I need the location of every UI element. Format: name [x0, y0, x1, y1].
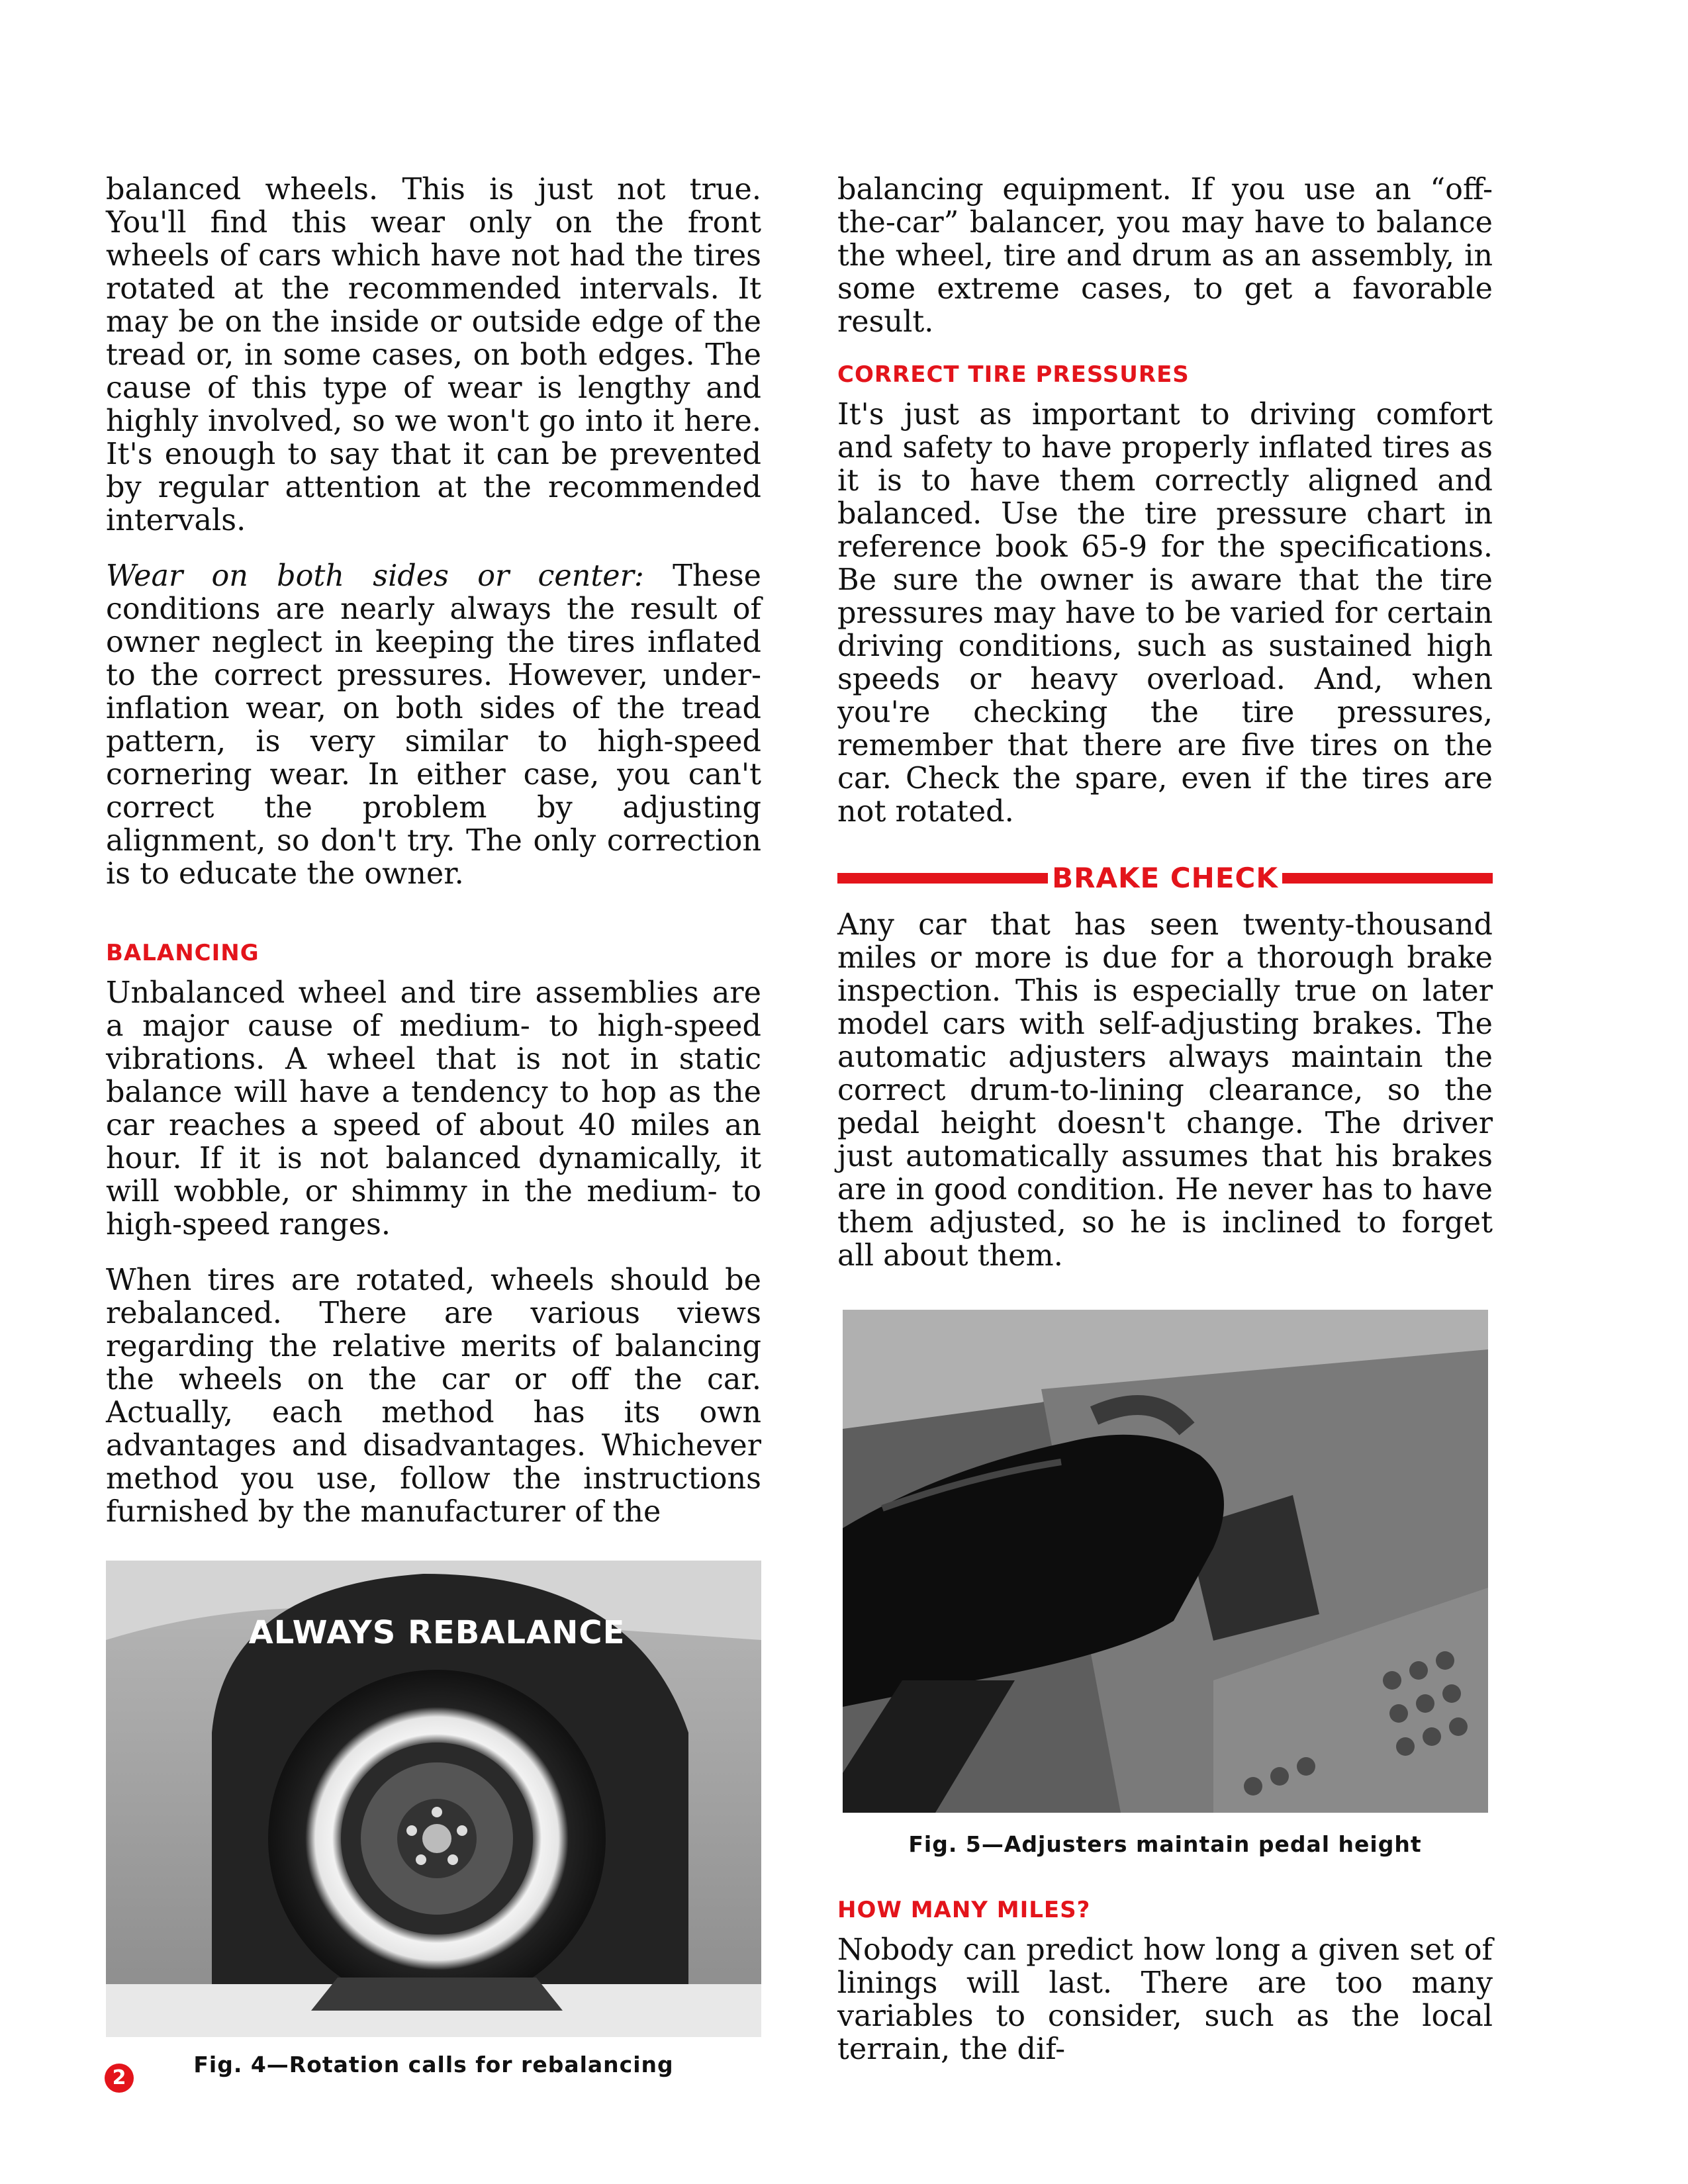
- right-column: [837, 173, 1493, 2089]
- figure-4-caption: Fig. 4—Rotation calls for rebalancing: [193, 2052, 674, 2077]
- section-heading-pressures: CORRECT TIRE PRESSURES: [837, 361, 1190, 388]
- section-heading-balancing: BALANCING: [106, 940, 259, 966]
- pedal-photo-illustration: [843, 1310, 1488, 1813]
- paragraph: balancing equipment. If you use an “off-the-car” balancer, you may have to balance the wheel, tire and drum as an assembly, in some extreme cases, to get a favorable result.: [837, 173, 1493, 339]
- section-heading-miles: HOW MANY MILES?: [837, 1897, 1091, 1923]
- paragraph: Unbalanced wheel and tire assemblies are a major cause of medium- to high-speed vibrations. A wheel that is not in static balance will have a tendency to hop as the car reaches a speed of about 40 miles an hour. If it is not balanced dynamically, it will wobble, or shimmy in the medium- to high-speed ranges.: [106, 976, 761, 1242]
- wheel-photo-illustration: [106, 1561, 761, 2037]
- paragraph: balanced wheels. This is just not true. You'll find this wear only on the front wheels of cars which have not had the tires rotated at the recommended intervals. It may be on the inside or outside edge of the tread or, in some cases, on both edges. The cause of this type of wear is lengthy and highly involved, so we won't go into it here. It's enough to say that it can be prevented by regular attention at the recommended intervals.: [106, 173, 761, 537]
- paragraph: It's just as important to driving comfort and safety to have properly inflated tires as it is to have them correctly aligned and balanced. Use the tire pressure chart in reference book 65-9 for the specifications. Be sure the owner is aware that the tire pressures may have to be varied for certain driving conditions, such as sustained high speeds or heavy overload. And, when you're checking the tire pressures, remember that there are five tires on the car. Check the spare, even if the tires are not rotated.: [837, 398, 1493, 829]
- left-column: [106, 173, 761, 2077]
- section-heading-brake: BRAKE CHECK: [1052, 862, 1278, 894]
- paragraph: Nobody can predict how long a given set of linings will last. There are too many variables to consider, such as the local terrain, the dif-: [837, 1933, 1493, 2066]
- figure-4-photo: [106, 1561, 761, 2037]
- red-rule: [1282, 873, 1493, 884]
- figure-5-caption: Fig. 5—Adjusters maintain pedal height: [908, 1831, 1422, 1857]
- figure-4-sign-text: ALWAYS REBALANCE: [248, 1614, 626, 1651]
- paragraph: Any car that has seen twenty-thousand miles or more is due for a thorough brake inspection. This is especially true on later model cars with self-adjusting brakes. The automatic adjusters always maintain the correct drum-to-lining clearance, so the pedal height doesn't change. The driver just automatically assumes that his brakes are in good condition. He never has to have them adjusted, so he is inclined to forget all about them.: [837, 908, 1493, 1273]
- figure-5-photo: [843, 1310, 1488, 1813]
- red-rule: [837, 873, 1048, 884]
- paragraph-lead: Wear on both sides or center:: [106, 559, 644, 593]
- paragraph: When tires are rotated, wheels should be rebalanced. There are various views regarding the relative merits of balancing the wheels on the car or off the car. Actually, each method has its own advantages and disadvantages. Whichever method you use, follow the instructions furnished by the manufacturer of the: [106, 1263, 761, 1529]
- paragraph-body: These conditions are nearly always the result of owner neglect in keeping the tires inflated to the correct pressures. However, under-inflation wear, on both sides of the tread pattern, is very similar to high-speed cornering wear. In either case, you can't correct the problem by adjusting alignment, so don't try. The only correction is to educate the owner.: [106, 559, 761, 891]
- paragraph: [106, 560, 761, 891]
- brake-check-banner: [837, 862, 1493, 894]
- page-number: 2: [105, 2064, 134, 2093]
